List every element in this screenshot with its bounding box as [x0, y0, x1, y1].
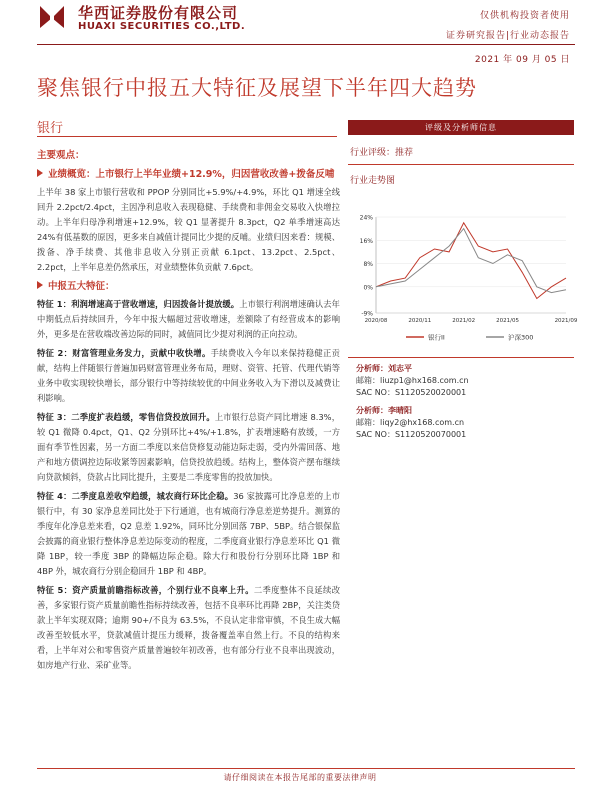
y-tick-label: 16% — [359, 237, 373, 245]
analyst-email[interactable]: 邮箱：liqy2@hx168.com.cn — [356, 418, 465, 427]
legend-label: 沪深300 — [508, 333, 534, 342]
sector-label: 银行 — [37, 121, 64, 136]
triangle-bullet-icon — [37, 281, 43, 289]
y-tick-label: 0% — [363, 284, 373, 292]
x-tick-label: 2021/02 — [452, 318, 476, 324]
trend-chart-title: 行业走势图 — [350, 176, 396, 186]
x-tick-label: 2021/09 — [554, 318, 578, 324]
sidebar-box-title: 评级及分析师信息 — [348, 120, 574, 135]
audience-note: 仅供机构投资者使用 — [479, 11, 570, 21]
analyst-sac: SAC NO：S1120520020001 — [356, 388, 467, 397]
company-logo-icon — [37, 4, 67, 30]
paragraph: 特征 4：二季度息差收窄趋缓，城农商行环比企稳。36 家披露可比净息差的上市银行中，有 30 家净息差同比处于下行通道，也有城商行净息差逆势提升。测算的季度年化净息差来看，Q2 息差 1.92%，同环比分别回落 7BP、5BP。结合银保监会披露的商业银行整体净息差边际变动的程度，二季度商业银行净息差环比 Q1 微降 1BP，较一季度 3BP 的降幅边际企稳。除大行和股份行分别环比降 1BP 和 4BP 外，城农商行分别企稳回升 1BP 和 4BP。 — [37, 491, 340, 576]
paragraph: 上半年 38 家上市银行营收和 PPOP 分别同比+5.9%/+4.9%，环比 Q1 增速全线回升 2.2pct/2.4pct，主因净利息收入表现稳健、手续费和非佣金交易收入快增拉动。上半年归母净利增速+12.9%，较 Q1 显著提升 8.3pct，Q2 单季增速高达 24%有低基数的原因，更多来自减值计提同比少提的反哺。业绩归因来看：规模、拨备、净手续费、其他非息收入分别正贡献 6.1pct、13.2pct、2.5pct、2.2pct，上半年息差仍然承压，对业绩整体负贡献 7.6pct。 — [37, 187, 340, 272]
report-date: 2021 年 09 月 05 日 — [474, 55, 570, 65]
section-heading: 中报五大特征： — [37, 279, 340, 295]
main-content — [37, 148, 340, 677]
y-tick-label: 24% — [359, 214, 373, 222]
paragraph: 特征 5：资产质量前瞻指标改善，个别行业不良率上升。二季度整体不良延续改善，多家银行资产质量前瞻性指标持续改善，包括不良率环比再降 2BP，关注类贷款上半年实现双降；逾期 90+/不良为 63.5%，不良认定非常审慎，不良生成大幅改善至较低水平，贷款减值计提压力缓释，拨备覆盖率自然上行。不良的结构来看，上半年对公和零售资产质量普遍较年初改善，也有部分行业不良率出现波动，如房地产行业、采矿业等。 — [37, 585, 340, 670]
sidebar-divider — [348, 164, 574, 165]
x-tick-label: 2020/08 — [364, 318, 388, 324]
key-points-heading: 主要观点： — [37, 150, 85, 161]
paragraph: 特征 3：二季度扩表趋缓，零售信贷投放回升。上市银行总资产同比增速 8.3%，较 Q1 微降 0.4pct，Q1、Q2 分别环比+4%/+1.8%，扩表增速略有放缓，一方面有季节性因素，另一方面二季度以来信贷修复动能边际走弱，受内外需回落、地产和地方债调控边际收紧等因素影响，信贷投放趋缓。结构上，整体资产摆布继续向贷款倾斜，贷款占比同比提升，主要是二季度零售的投放加快。 — [37, 412, 340, 482]
footer-divider — [37, 768, 575, 769]
company-name-en: HUAXI SECURITIES CO.,LTD. — [78, 21, 246, 32]
paragraph: 特征 2：财富管理业务发力，贡献中收快增。手续费收入今年以来保持稳健正贡献，结构上伴随银行普遍加码财富管理业务布局，理财、资管、托管、代理代销等业务中收实现较快增长，部分银行中等持续较优的中间业务收入为下滑以及减费让利影响。 — [37, 348, 340, 403]
report-header — [0, 0, 600, 65]
header-divider — [37, 44, 575, 45]
section-heading: 业绩概览：上市银行上半年业绩+12.9%，归因营收改善+拨备反哺 — [37, 167, 340, 183]
industry-rating: 行业评级：推荐 — [350, 148, 414, 158]
y-tick-label: -9% — [361, 310, 373, 318]
analyst-card — [356, 363, 469, 399]
analyst-sac: SAC NO：S1120520070001 — [356, 430, 467, 439]
x-tick-label: 2021/05 — [496, 318, 519, 324]
industry-trend-chart — [348, 205, 578, 355]
x-tick-label: 2020/11 — [408, 318, 432, 324]
analyst-card — [356, 405, 466, 441]
paragraph: 特征 1：利润增速高于营收增速，归因拨备计提放缓。上市银行利润增速确认去年中期低点后持续回升，今年中报大幅超过营收增速，差额除了有经营成本的影响外，更多是在营收端改善边际的同时，减值同比少提对利润的正向拉动。 — [37, 299, 340, 339]
analyst-name: 分析师：李晴阳 — [356, 406, 412, 415]
company-name-cn: 华西证券股份有限公司 — [78, 4, 239, 22]
report-title: 聚焦银行中报五大特征及展望下半年四大趋势 — [37, 76, 477, 100]
series-line-csi300 — [376, 229, 566, 293]
legal-notice: 请仔细阅读在本报告尾部的重要法律声明 — [223, 773, 377, 782]
analyst-email[interactable]: 邮箱：liuzp1@hx168.com.cn — [356, 376, 469, 385]
triangle-bullet-icon — [37, 169, 43, 177]
y-tick-label: 8% — [363, 261, 373, 269]
sidebar-divider — [348, 357, 574, 358]
sector-divider — [37, 136, 337, 137]
analyst-name: 分析师：刘志平 — [356, 364, 412, 373]
legend-label: 银行II — [428, 333, 445, 342]
report-type: 证券研究报告|行业动态报告 — [445, 31, 570, 41]
info-sidebar — [348, 120, 578, 439]
